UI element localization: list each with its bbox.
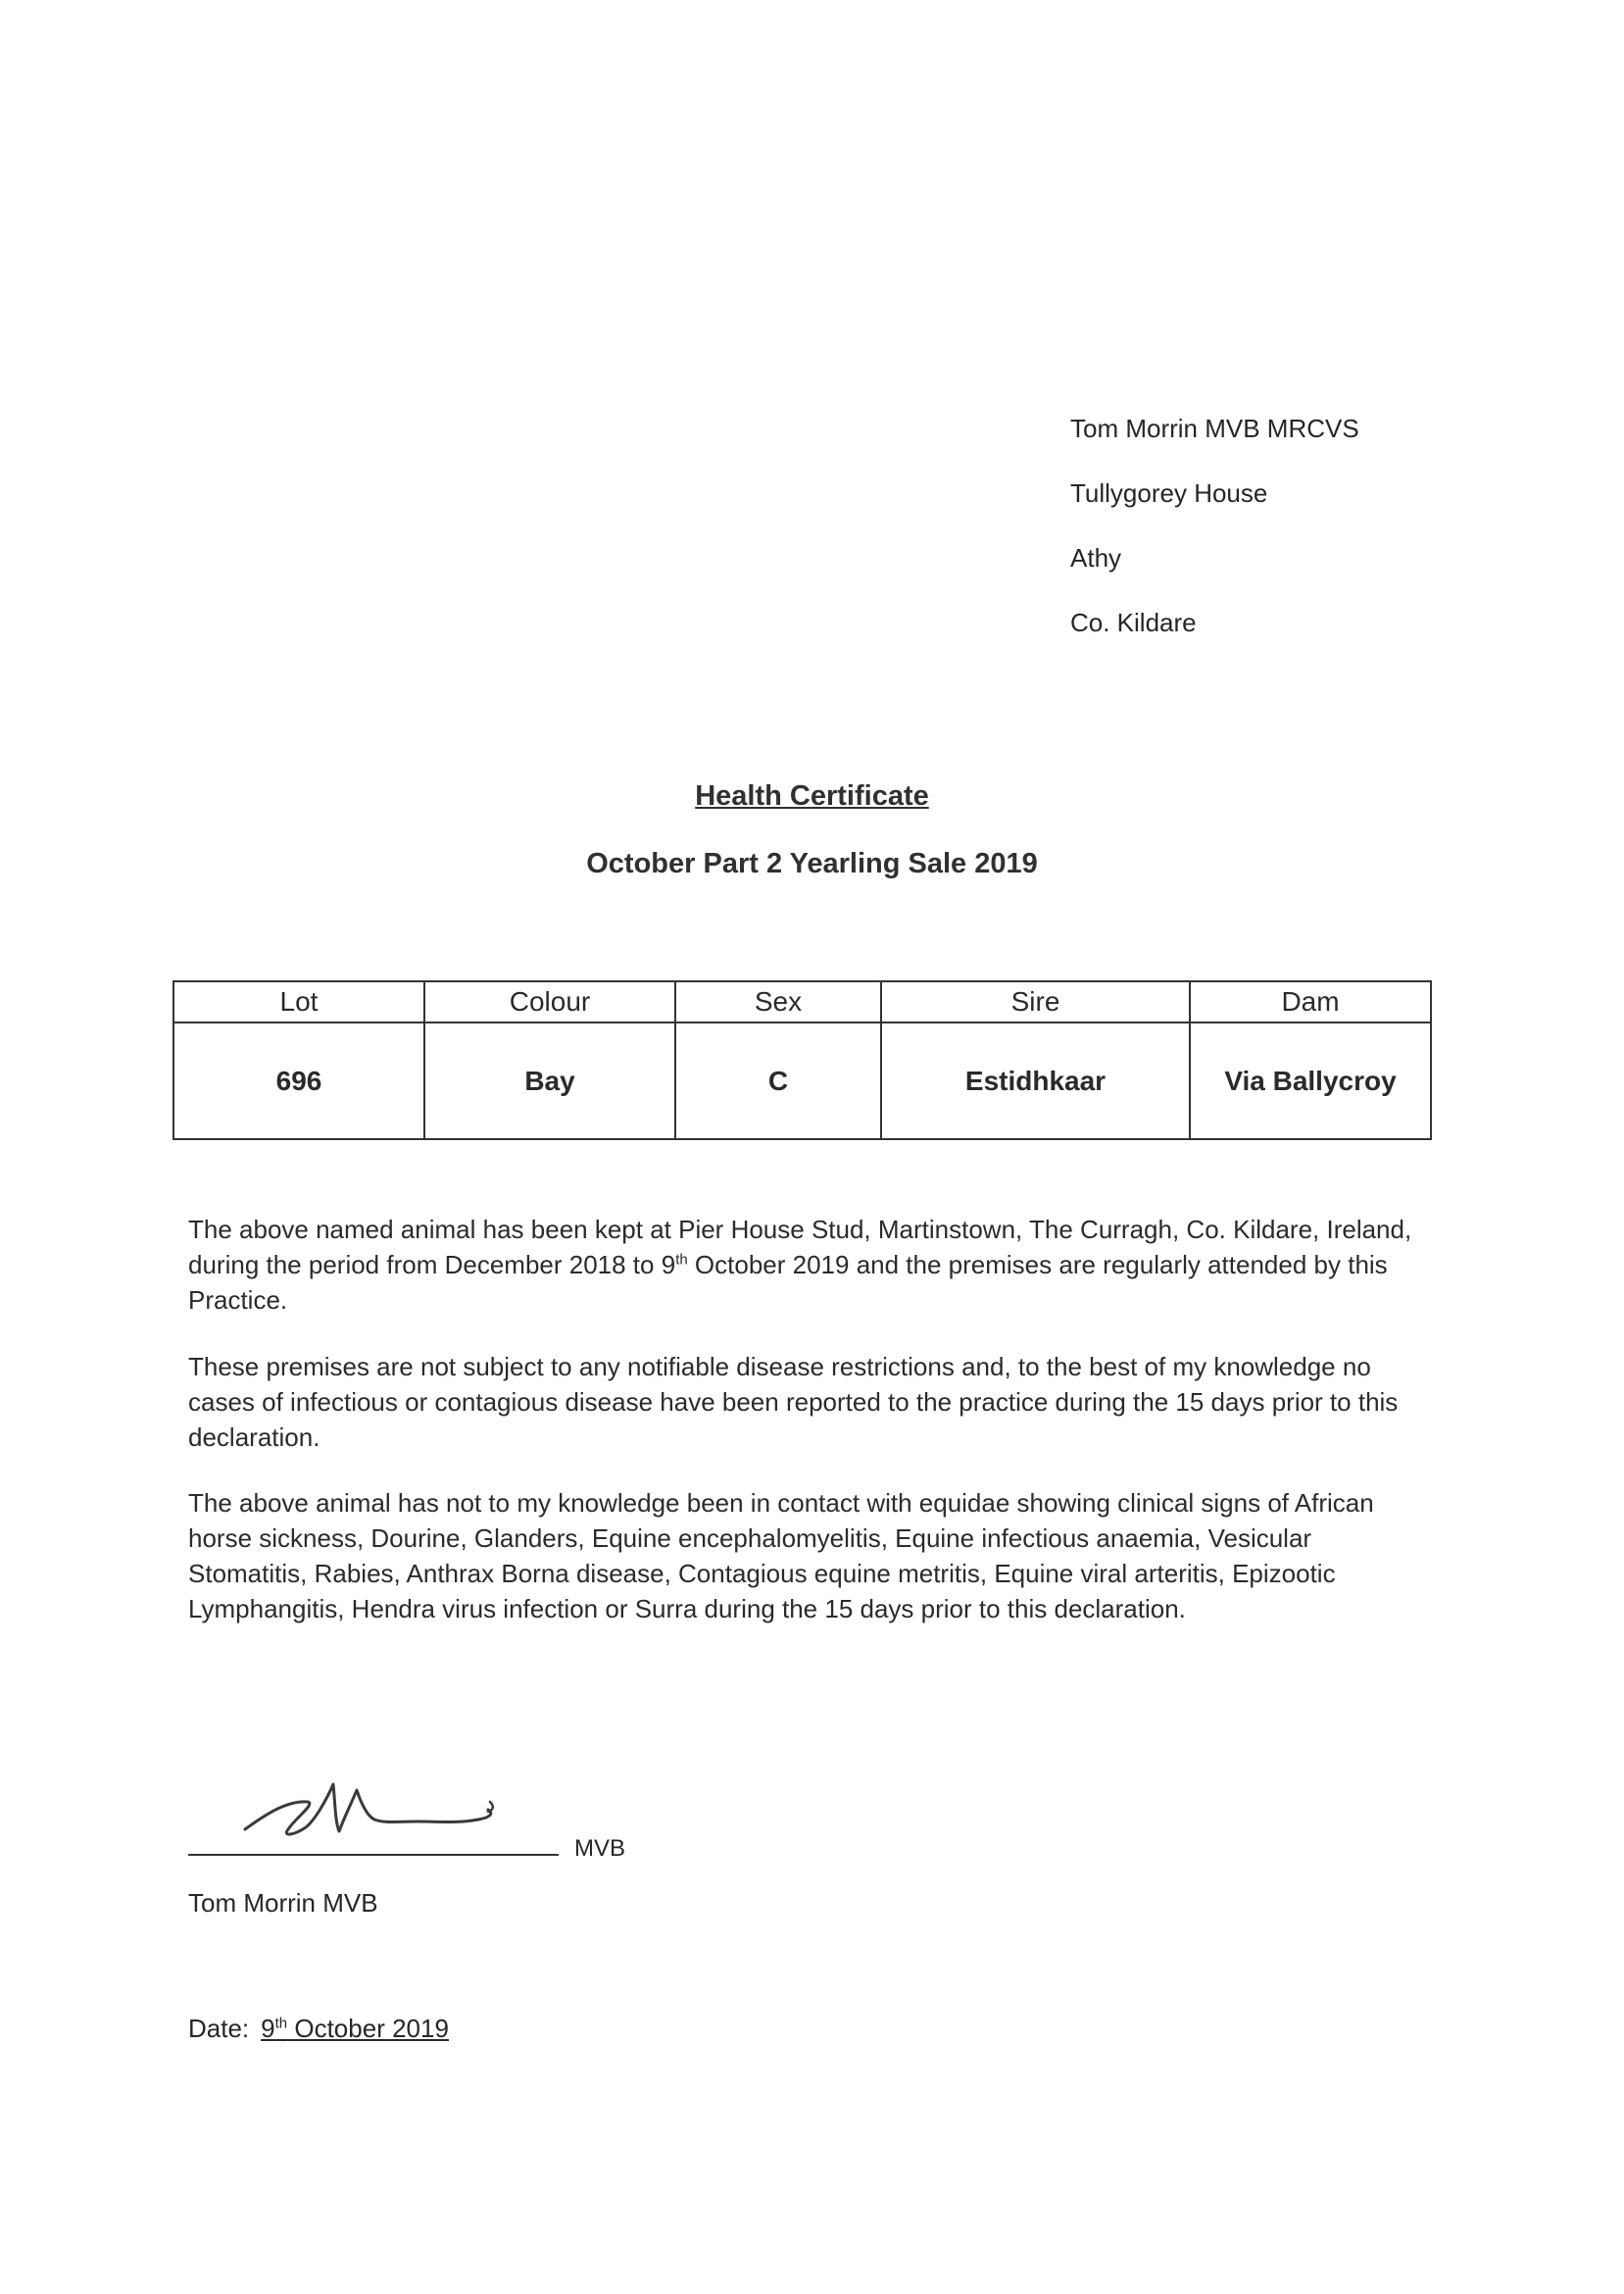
paragraph-restrictions: These premises are not subject to any notifiable disease restrictions and, to the best of my knowledge no cases of infectious or contagious disease have been reported to the practice during the 15 days prior to this declaration. <box>188 1352 1399 1452</box>
cell-colour: Bay <box>424 1022 675 1139</box>
signature-area <box>188 1765 678 1863</box>
paragraph-premises-part2: October 2019 and the premises are regularly attended by this Practice. <box>188 1250 1388 1315</box>
signature-suffix: MVB <box>574 1835 626 1862</box>
date-label: Date: <box>188 2014 250 2043</box>
date-sup: th <box>274 2015 288 2032</box>
address-line-3: Co. Kildare <box>1070 608 1197 637</box>
date-day: 9 <box>261 2014 275 2043</box>
document-title: Health Certificate <box>695 780 929 812</box>
signature-line <box>188 1854 559 1856</box>
lot-details-table <box>172 980 1432 1140</box>
cell-sire: Estidhkaar <box>881 1022 1190 1139</box>
address-line-1: Tullygorey House <box>1070 478 1268 508</box>
vet-address-block <box>1070 396 1359 655</box>
date-value <box>261 2014 449 2043</box>
header-colour: Colour <box>424 981 675 1022</box>
paragraph-disease-contact: The above animal has not to my knowledge been in contact with equidae showing clinical signs of African horse sickness, Dourine, Glanders, Equine encephalomyelitis, Equine infectious anaemia, Vesicular Stomatitis, Rabies, Anthrax Borna disease, Contagious equine metritis, Equine viral arteritis, Epizootic Lymphangitis, Hendra virus infection or Surra during the 15 days prior to this declaration. <box>188 1488 1374 1623</box>
paragraph-premises-sup: th <box>675 1251 688 1269</box>
signer-name: Tom Morrin MVB <box>188 1888 378 1918</box>
date-rest: October 2019 <box>287 2014 449 2043</box>
paragraph-premises-part1: The above named animal has been kept at Pier House Stud, Martinstown, The Curragh, Co. Kildare, Ireland, during the period from December 2018 to 9 <box>188 1215 1412 1279</box>
handwritten-signature <box>237 1774 521 1853</box>
cell-lot: 696 <box>173 1022 424 1139</box>
address-line-2: Athy <box>1070 543 1122 573</box>
header-sire: Sire <box>881 981 1190 1022</box>
header-dam: Dam <box>1190 981 1431 1022</box>
table-header-row <box>173 981 1431 1022</box>
cell-dam: Via Ballycroy <box>1190 1022 1431 1139</box>
header-sex: Sex <box>675 981 881 1022</box>
document-subtitle: October Part 2 Yearling Sale 2019 <box>586 848 1038 879</box>
date-line <box>188 2014 449 2044</box>
header-lot: Lot <box>173 981 424 1022</box>
paragraph-premises <box>188 1212 1433 1318</box>
cell-sex: C <box>675 1022 881 1139</box>
vet-name: Tom Morrin MVB MRCVS <box>1070 414 1359 443</box>
table-row <box>173 1022 1431 1139</box>
